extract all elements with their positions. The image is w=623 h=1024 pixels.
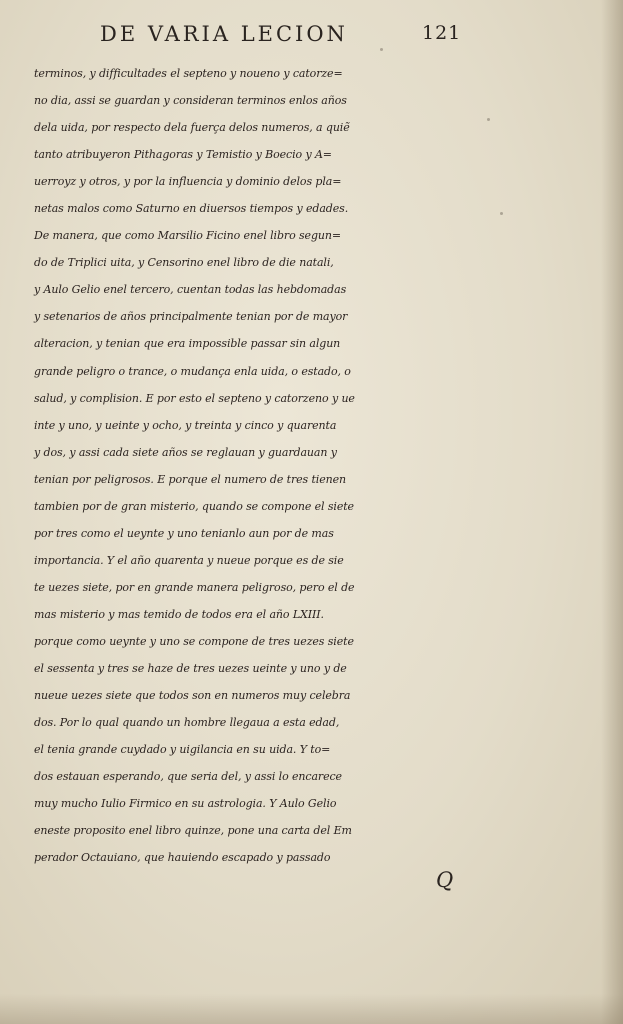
catchword: Q [436, 868, 454, 892]
text-line: porque como ueynte y uno se compone de tres uezes siete [34, 634, 354, 648]
page-number: 121 [422, 22, 462, 44]
text-line: y Aulo Gelio enel tercero, cuentan todas las hebdomadas [34, 283, 347, 297]
text-line: y setenarios de años principalmente tenian por de mayor [34, 310, 348, 324]
text-line: no dia, assi se guardan y consideran terminos enlos años [34, 94, 347, 108]
text-line: dela uida, por respecto dela fuerça delos numeros, a quiẽ [34, 121, 350, 135]
text-line: terminos, y difficultades el septeno y noueno y catorze= [34, 67, 343, 80]
paper-speck [500, 212, 503, 215]
text-line: el tenia grande cuydado y uigilancia en su uida. Y to= [34, 743, 331, 757]
page-edge-shadow [601, 0, 623, 1024]
page-bottom-shadow [0, 994, 623, 1024]
text-line: y dos, y assi cada siete años se reglauan y guardauan y [34, 445, 337, 459]
text-line: inte y uno, y ueinte y ocho, y treinta y cinco y quarenta [34, 418, 337, 432]
text-line: tenian por peligrosos. E porque el numero de tres tienen [34, 472, 347, 486]
text-line: salud, y complision. E por esto el septeno y catorzeno y ue [34, 391, 355, 405]
text-line: muy mucho Iulio Firmico en su astrologia. Y Aulo Gelio [34, 797, 337, 811]
text-line: perador Octauiano, que hauiendo escapado y passado [34, 851, 331, 865]
text-line: te uezes siete, por en grande manera peligroso, pero el de [34, 580, 355, 594]
text-line: grande peligro o trance, o mudança enla uida, o estado, o [34, 364, 351, 378]
text-line: do de Triplici uita, y Censorino enel libro de die natali, [34, 256, 334, 270]
body-text [34, 60, 514, 871]
text-line: importancia. Y el año quarenta y nueue porque es de sie [34, 553, 344, 567]
paper-speck [380, 48, 383, 51]
paper-speck [487, 118, 490, 121]
text-line: el sessenta y tres se haze de tres uezes ueinte y uno y de [34, 662, 347, 676]
text-line: alteracion, y tenian que era impossible passar sin algun [34, 337, 341, 351]
text-line: tambien por de gran misterio, quando se compone el siete [34, 499, 354, 513]
text-line: dos. Por lo qual quando un hombre llegaua a esta edad, [34, 716, 340, 730]
text-line: mas misterio y mas temido de todos era el año LXIII. [34, 607, 324, 621]
text-line: eneste proposito enel libro quinze, pone una carta del Em [34, 824, 352, 838]
text-line: por tres como el ueynte y uno tenianlo aun por de mas [34, 526, 334, 540]
text-line: nueue uezes siete que todos son en numeros muy celebra [34, 689, 351, 703]
text-line: uerroyz y otros, y por la influencia y dominio delos pla= [34, 175, 342, 189]
running-title: DE VARIA LECION [100, 22, 348, 46]
text-line: tanto atribuyeron Pithagoras y Temistio y Boecio y A= [34, 148, 332, 162]
text-line: netas malos como Saturno en diuersos tiempos y edades. [34, 202, 349, 216]
text-line: De manera, que como Marsilio Ficino enel libro segun= [34, 229, 341, 243]
text-line: dos estauan esperando, que seria del, y assi lo encarece [34, 770, 342, 784]
running-head [100, 22, 580, 54]
